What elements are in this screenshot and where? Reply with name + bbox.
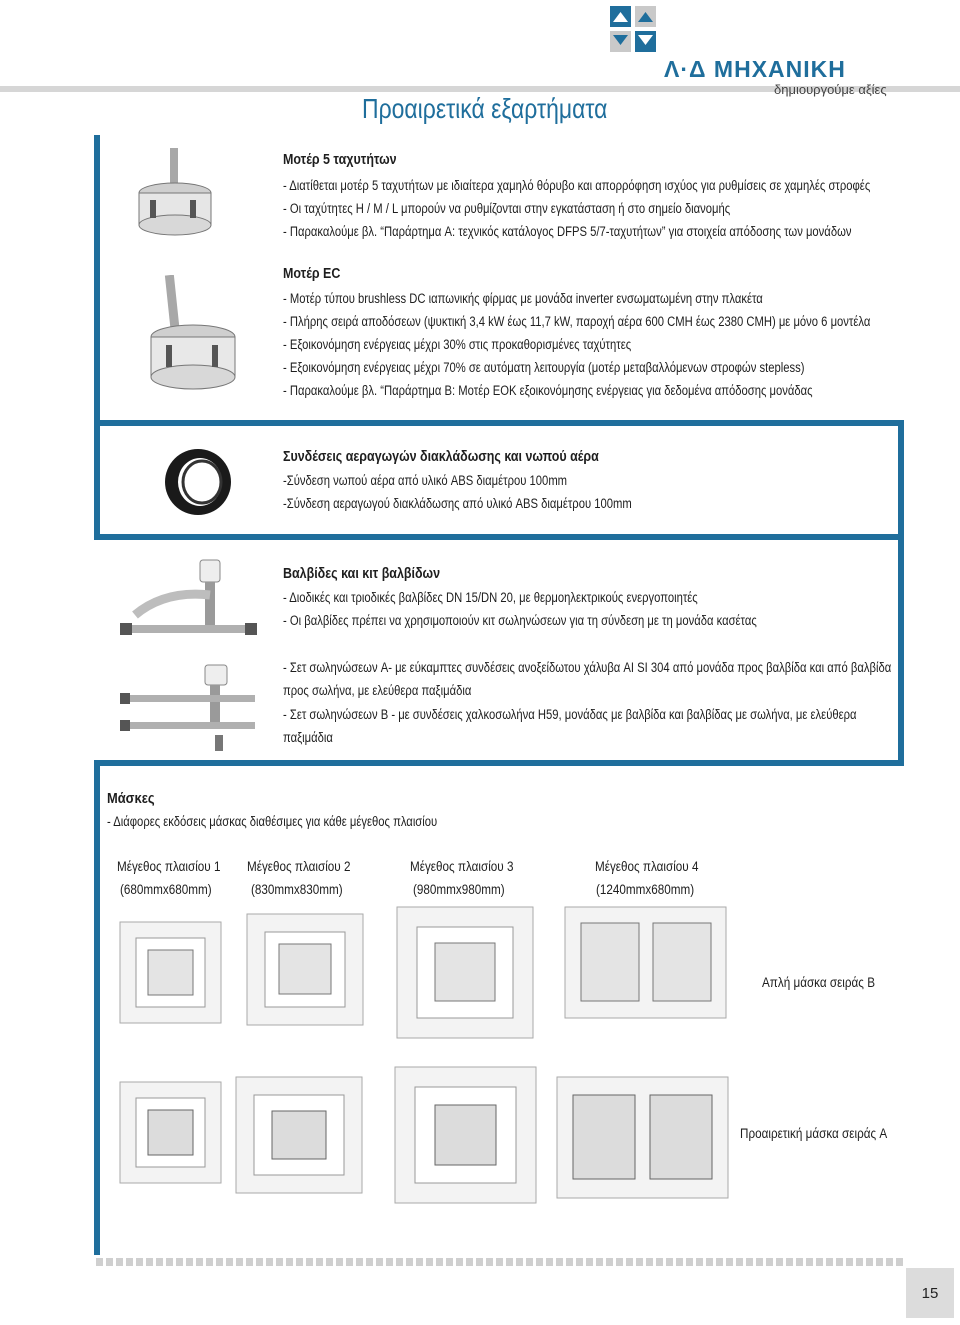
motorec-line: - Πλήρης σειρά αποδόσεων (ψυκτική 3,4 kW έως 11,7 kW, παροχή αέρα 600 CMH έως 2380 CMH) με μόνο 6 μοντέλα	[283, 314, 871, 329]
motorec-line: - Εξοικονόμηση ενέργειας μέχρι 70% σε αυτόματη λειτουργία (μοτέρ μεταβαλλόμενων στροφών stepless)	[283, 360, 805, 375]
page-title: Προαιρετικά εξαρτήματα	[362, 93, 608, 124]
mask-size-3-label: Μέγεθος πλαισίου 3	[410, 859, 514, 874]
valve-kit-image-1	[115, 555, 265, 655]
ducts-line: -Σύνδεση νωπού αέρα από υλικό ABS διαμέτρου 100mm	[283, 473, 568, 488]
valves-line: - Σετ σωληνώσεων A- με εύκαμπτες συνδέσεις ανοξείδωτου χάλυβα AI SI 304 από μονάδα προς βαλβίδα και από βαλβίδα	[283, 660, 892, 675]
ducts-line: -Σύνδεση αεραγωγού διακλάδωσης από υλικό ABS διαμέτρου 100mm	[283, 496, 632, 511]
motor5-line: - Παρακαλούμε βλ. “Παράρτημα A: τεχνικός κατάλογος DFPS 5/7-ταχυτήτων” για στοιχεία απόδοσης των μονάδων	[283, 224, 852, 239]
ducts-title: Συνδέσεις αεραγωγών διακλάδωσης και νωπού αέρα	[283, 449, 599, 465]
frame-left-4	[94, 760, 100, 1255]
mask-size-2-label: Μέγεθος πλαισίου 2	[247, 859, 351, 874]
motor5-line: - Διατίθεται μοτέρ 5 ταχυτήτων με ιδιαίτερα χαμηλό θόρυβο και απορρόφηση ισχύος για ρυθμίσεις σε χαμηλές στροφές	[283, 178, 871, 193]
masks-title: Μάσκες	[107, 790, 155, 807]
mask-size-4-dims: (1240mmx680mm)	[596, 882, 695, 897]
mask-b-size-1-image	[118, 920, 223, 1025]
motorec-line: - Παρακαλούμε βλ. “Παράρτημα B: Μοτέρ EOK εξοικονόμησης ενέργειας για δεδομένα απόδοσης μονάδας	[283, 383, 813, 398]
mask-a-size-1-image	[118, 1080, 223, 1185]
masks-intro: - Διάφορες εκδόσεις μάσκας διαθέσιμες για κάθε μέγεθος πλαισίου	[107, 814, 438, 829]
mask-b-caption: Απλή μάσκα σειράς B	[762, 975, 875, 990]
frame-left-2	[94, 420, 100, 540]
mask-a-size-3-image	[393, 1065, 538, 1205]
frame-right-2	[898, 420, 904, 540]
mask-size-3-dims: (980mmx980mm)	[413, 882, 505, 897]
frame-top-2	[94, 420, 904, 426]
frame-top-3	[94, 534, 904, 540]
page-number: 15	[906, 1268, 954, 1318]
motorec-line: - Μοτέρ τύπου brushless DC ιαπωνικής φίρμας με μονάδα inverter ενσωματωμένη στην πλακέτα	[283, 291, 763, 306]
mask-b-size-4-image	[563, 905, 728, 1020]
frame-right-3	[898, 534, 904, 764]
valves-title: Βαλβίδες και κιτ βαλβίδων	[283, 566, 441, 582]
valves-line: - Σετ σωληνώσεων B - με συνδέσεις χαλκοσωλήνα H59, μονάδας με βαλβίδα και βαλβίδας με σωλήνα, με ελεύθερα	[283, 707, 857, 722]
mask-a-size-2-image	[234, 1075, 364, 1195]
mask-b-size-2-image	[245, 912, 365, 1027]
footer-dots	[96, 1258, 904, 1266]
motorec-line: - Εξοικονόμηση ενέργειας μέχρι 30% στις προκαθορισμένες ταχύτητες	[283, 337, 632, 352]
mask-a-size-4-image	[555, 1075, 730, 1200]
brand-tagline: δημιουργούμε αξίες	[774, 82, 887, 97]
brand-logo-icon	[610, 6, 656, 52]
brand-name: Λ·Δ ΜΗΧΑΝΙΚΗ	[664, 56, 846, 82]
motor5-line: - Οι ταχύτητες H / M / L μπορούν να ρυθμίζονται στην εγκατάσταση ή στο σημείο διανομής	[283, 201, 731, 216]
valves-line: προς σωλήνα, με ελεύθερα παξιμάδια	[283, 683, 472, 698]
valve-kit-image-2	[115, 660, 265, 755]
mask-size-1-dims: (680mmx680mm)	[120, 882, 212, 897]
duct-connection-image	[160, 445, 235, 520]
motor5-title: Μοτέρ 5 ταχυτήτων	[283, 152, 397, 168]
frame-bottom-3	[94, 760, 904, 766]
mask-b-size-3-image	[395, 905, 535, 1040]
valves-line: παξιμάδια	[283, 730, 333, 745]
frame-left-1	[94, 135, 100, 420]
motorec-title: Μοτέρ EC	[283, 266, 341, 282]
motor-ec-image	[138, 275, 248, 405]
motor-5-speed-image	[130, 148, 220, 248]
valves-line: - Διοδικές και τριοδικές βαλβίδες DN 15/DN 20, με θερμοηλεκτρικούς ενεργοποιητές	[283, 590, 698, 605]
mask-a-caption: Προαιρετική μάσκα σειράς A	[740, 1126, 888, 1141]
mask-size-2-dims: (830mmx830mm)	[251, 882, 343, 897]
mask-size-4-label: Μέγεθος πλαισίου 4	[595, 859, 699, 874]
valves-line: - Οι βαλβίδες πρέπει να χρησιμοποιούν κιτ σωληνώσεων για τη σύνδεση με τη μονάδα κασέτας	[283, 613, 757, 628]
mask-size-1-label: Μέγεθος πλαισίου 1	[117, 859, 221, 874]
